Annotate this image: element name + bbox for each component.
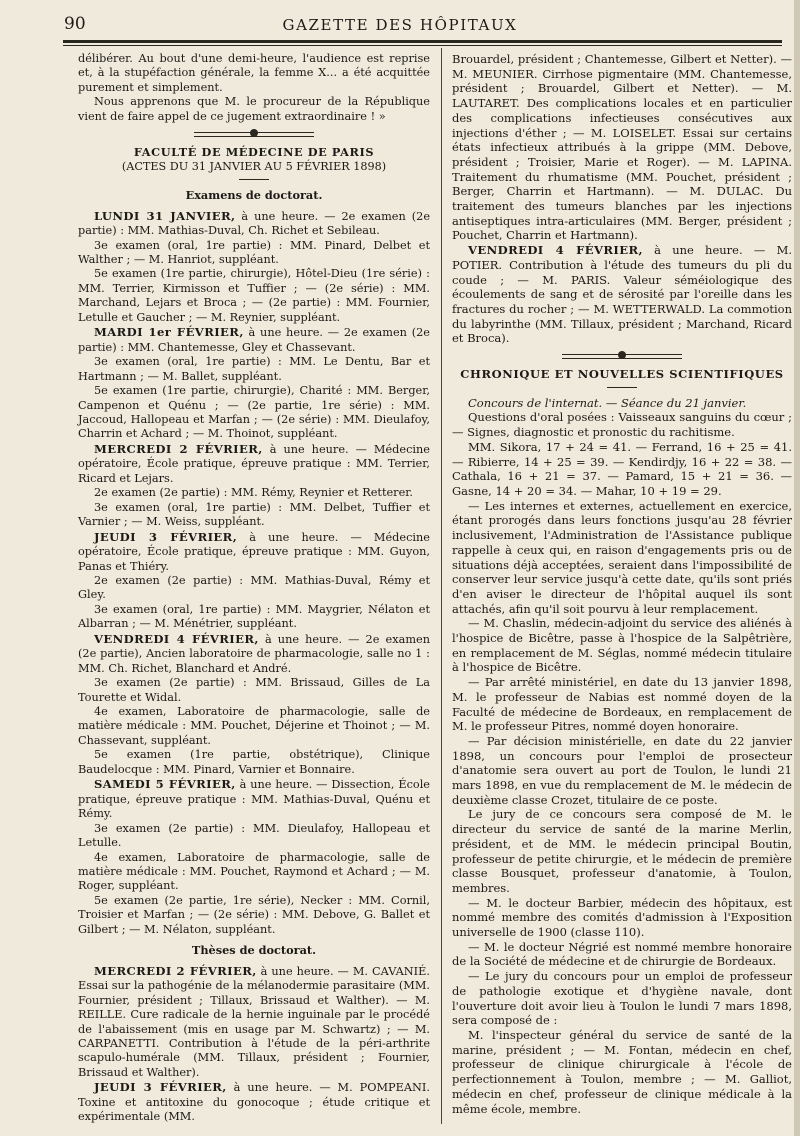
- list-entry: [78, 501, 430, 530]
- entry-text: 3e examen (oral, 1re partie) : MM. Pinard, Delbet et Walther ; — M. Hanriot, suppléant.: [78, 238, 430, 266]
- list-entry: [78, 325, 430, 355]
- chronicle-paragraph: Le jury de ce concours sera composé de M. le directeur du service de santé de la marine Merlin, président, et de MM. le médecin principal Boutin, professeur de petite chirurgie, et le médecin de première classe Bousquet, professeur d'anatomie, à Toulon, membres.: [452, 807, 792, 895]
- chronicle-paragraph: M. l'inspecteur général du service de santé de la marine, président ; — M. Fontan, médecin en chef, professeur de clinique chirurgicale à l'école de perfectionnement à Toulon, membre ; — M. Galliot, médecin en chef, professeur de clinique médicale à la même école, membre.: [452, 1028, 792, 1116]
- chronicle-paragraph: Concours de l'internat. — Séance du 21 janvier.: [468, 395, 747, 410]
- list-entry: [78, 355, 430, 384]
- list-entry: [78, 209, 430, 239]
- chronicle-paragraph: — Les internes et externes, actuellement en exercice, étant prorogés dans leurs fonctions jusqu'au 28 février inclusivement, l'Administration de l'Assistance publique rappelle à ceux qui, en raison d'engagements pris ou de situations déjà acceptées, seraient dans l'impossibilité de conserver leur service jusqu'à cette date, qu'ils sont priés d'en aviser le directeur de l'hôpital auquel ils sont attachés, afin qu'il soit pourvu à leur remplacement.: [452, 498, 792, 616]
- list-entry: [78, 676, 430, 705]
- list-entry: [78, 964, 430, 1081]
- list-entry: [78, 1080, 430, 1124]
- day-label: LUNDI 31 JANVIER,: [94, 208, 236, 223]
- entry-text: 3e examen (oral, 1re partie) : MM. Delbet, Tuffier et Varnier ; — M. Weiss, suppléant.: [78, 500, 430, 529]
- chronicle-paragraph: — M. Chaslin, médecin-adjoint du service des aliénés à l'hospice de Bicêtre, passe à l'hospice de la Salpêtrière, en remplacement de M. Séglas, nommé médecin titulaire à l'hospice de Bicêtre.: [452, 616, 792, 675]
- list-entry: [78, 267, 430, 325]
- right-column: [452, 52, 792, 1116]
- day-label: JEUDI 3 FÉVRIER,: [94, 529, 238, 544]
- day-label: MARDI 1er FÉVRIER,: [94, 325, 244, 340]
- page-edge: [794, 0, 800, 1136]
- entry-text: 3e examen (2e partie) : MM. Dieulafoy, Hallopeau et Letulle.: [78, 821, 430, 850]
- chronicle-paragraph: — M. le docteur Barbier, médecin des hôpitaux, est nommé membre des comités d'admission à l'Exposition universelle de 1900 (classe 110).: [452, 895, 792, 940]
- chronicle-list: [452, 396, 792, 1116]
- entry-text: à une heure. — M. CAVANIÉ. Essai sur la pathogénie de la mélanodermie parasitaire (MM. Fournier, président ; Tillaux, Brissaud et Walther). — M. REILLE. Cure radicale de la hernie inguinale par le procédé de l'abaissement (mis en usage par M. Schwartz) ; — M. CARPANETTI. Contribution à l'étude de la péri-arthrite scapulo-humérale (MM. Tillaux, président ; Fournier, Brissaud et Walther).: [78, 964, 430, 1079]
- chronicle-paragraph: — Par arrêté ministériel, en date du 13 janvier 1898, M. le professeur de Nabias est nommé doyen de la Faculté de médecine de Bordeaux, en remplacement de M. le professeur Pitres, nommé doyen honoraire.: [452, 675, 792, 734]
- entry-text: à une heure. — M. POTIER. Contribution à l'étude des tumeurs du pli du coude ; — M. PARIS. Valeur séméiologique des écoulements de sang et de sérosité par l'oreille dans les fractures du rocher ; — M. WETTERWALD. La commotion du labyrinthe (MM. Tillaux, président ; Marchand, Ricard et Broca).: [452, 243, 792, 346]
- left-column: [78, 52, 430, 1125]
- chronicle-paragraph: — Par décision ministérielle, en date du 22 janvier 1898, un concours pour l'emploi de prosecteur d'anatomie sera ouvert au port de Toulon, le lundi 21 mars 1898, en vue du remplacement de M. le médecin de deuxième classe Crozet, titulaire de ce poste.: [452, 733, 792, 807]
- list-entry: [78, 822, 430, 851]
- short-rule: [607, 387, 637, 388]
- entry-text: à une heure. — Médecine opératoire, École pratique, épreuve pratique : MM. Guyon, Panas et Thiéry.: [78, 530, 430, 573]
- entry-text: 4e examen, Laboratoire de pharmacologie, salle de matière médicale : MM. Pouchet, Déjerine et Thoinot ; — M. Chassevant, suppléant.: [78, 705, 430, 747]
- entry-text: 5e examen (1re partie, obstétrique), Clinique Baudelocque : MM. Pinard, Varnier et Bonnaire.: [78, 748, 430, 776]
- entry-text: 2e examen (2e partie) : MM. Rémy, Reynier et Retterer.: [94, 486, 414, 500]
- intro-paragraph: Nous apprenons que M. le procureur de la République vient de faire appel de ce jugement extraordinaire ! »: [78, 95, 430, 123]
- journal-title: GAZETTE DES HÔPITAUX: [282, 16, 518, 34]
- exams-heading: Examens de doctorat.: [185, 188, 323, 203]
- entry-text: 5e examen (1re partie, chirurgie), Hôtel-Dieu (1re série) : MM. Terrier, Kirmisson et Tuffier ; — (2e série) : MM. Marchand, Lejars et Broca ; — (2e partie) : MM. Fournier, Letulle et Gaucher ; — M. Reynier, suppléant.: [78, 267, 430, 324]
- chronicle-title: CHRONIQUE ET NOUVELLES SCIENTIFIQUES: [460, 367, 784, 382]
- section-ornament: [194, 132, 314, 137]
- chronicle-paragraph: — M. le docteur Négrié est nommé membre honoraire de la Société de médecine et de chirurgie de Bordeaux.: [452, 939, 792, 969]
- day-label: JEUDI 3 FÉVRIER,: [94, 1080, 227, 1095]
- list-entry: [78, 486, 430, 500]
- day-label: VENDREDI 4 FÉVRIER,: [94, 631, 259, 646]
- list-entry: [78, 748, 430, 777]
- intro-paragraph: délibérer. Au bout d'une demi-heure, l'audience est reprise et, à la stupéfaction générale, la femme X... a été acquittée purement et simplement.: [78, 52, 430, 94]
- entry-text: 4e examen, Laboratoire de pharmacologie, salle de matière médicale : MM. Pouchet, Raymond et Achard ; — M. Roger, suppléant.: [78, 850, 430, 893]
- faculty-title: FACULTÉ DE MÉDECINE DE PARIS: [133, 145, 375, 160]
- chronicle-paragraph: Questions d'oral posées : Vaisseaux sanguins du cœur ; — Signes, diagnostic et pronostic du rachitisme.: [452, 410, 792, 440]
- entry-text: 5e examen (1re partie, chirurgie), Charité : MM. Berger, Campenon et Quénu ; — (2e partie, 1re série) : MM. Jaccoud, Hallopeau et Marfan ; — (2e série) : MM. Dieulafoy, Charrin et Achard ; — M. Thoinot, suppléant.: [78, 384, 430, 441]
- section-ornament: [562, 354, 682, 359]
- header-rule-thick: [63, 40, 782, 43]
- list-entry: [78, 632, 430, 676]
- day-label: MERCREDI 2 FÉVRIER,: [94, 963, 257, 978]
- list-entry: [78, 851, 430, 894]
- chronicle-paragraph: MM. Sikora, 17 + 24 = 41. — Ferrand, 16 + 25 = 41. — Ribierre, 14 + 25 = 39. — Kendirdjy, 16 + 22 = 38. — Cathala, 16 + 21 = 37. — Pamard, 15 + 21 = 36. — Gasne, 14 + 20 = 34. — Mahar, 10 + 19 = 29.: [452, 439, 792, 498]
- list-entry: [78, 442, 430, 486]
- entry-text: à une heure. — M. POMPEANI. Toxine et antitoxine du gonocoque ; étude critique et expérimentale (MM.: [78, 1081, 430, 1124]
- list-entry: [78, 384, 430, 442]
- list-entry: [78, 777, 430, 821]
- list-entry: [78, 530, 430, 574]
- list-entry: [78, 574, 430, 603]
- entry-text: à une heure. — Médecine opératoire, École pratique, épreuve pratique : MM. Terrier, Ricard et Lejars.: [78, 442, 430, 485]
- exam-list: [78, 209, 430, 938]
- friday-theses: [452, 243, 792, 346]
- page-number: 90: [64, 14, 86, 34]
- theses-list: [78, 964, 430, 1125]
- day-label: MERCREDI 2 FÉVRIER,: [94, 441, 263, 456]
- entry-text: 3e examen (oral, 1re partie) : MM. Maygrier, Nélaton et Albarran ; — M. Ménétrier, suppléant.: [78, 602, 430, 631]
- chronicle-paragraph: — Le jury du concours pour un emploi de professeur de pathologie exotique et d'hygiène navale, dont l'ouverture doit avoir lieu à Toulon le lundi 7 mars 1898, sera composé de :: [452, 969, 792, 1028]
- header-rule-thin: [63, 45, 782, 46]
- column-separator: [441, 48, 442, 1124]
- entry-text: à une heure. — 2e examen (2e partie), Ancien laboratoire de pharmacologie, salle no 1 : MM. Ch. Richet, Blanchard et André.: [78, 632, 430, 675]
- entry-text: à une heure. — 2e examen (2e partie) : MM. Chantemesse, Gley et Chassevant.: [78, 326, 430, 354]
- short-rule: [239, 179, 269, 180]
- entry-text: à une heure. — Dissection, École pratique, épreuve pratique : MM. Mathias-Duval, Quénu et Rémy.: [78, 778, 430, 821]
- day-label: SAMEDI 5 FÉVRIER,: [94, 777, 236, 792]
- day-label: VENDREDI 4 FÉVRIER,: [468, 243, 643, 258]
- faculty-subtitle: (ACTES DU 31 JANVIER AU 5 FÉVRIER 1898): [121, 159, 387, 173]
- list-entry: [78, 239, 430, 268]
- entry-text: 5e examen (2e partie, 1re série), Necker : MM. Cornil, Troisier et Marfan ; — (2e série) : MM. Debove, G. Ballet et Gilbert ; — M. Nélaton, suppléant.: [78, 893, 430, 936]
- theses-heading: Thèses de doctorat.: [191, 943, 317, 958]
- entry-text: 2e examen (2e partie) : MM. Mathias-Duval, Rémy et Gley.: [78, 573, 430, 602]
- list-entry: [78, 603, 430, 632]
- entry-text: 3e examen (2e partie) : MM. Brissaud, Gilles de La Tourette et Widal.: [78, 676, 430, 704]
- theses-continuation: Brouardel, président ; Chantemesse, Gilbert et Netter). — M. MEUNIER. Cirrhose pigmentaire (MM. Chantemesse, président ; Brouardel, Gilbert et Netter). — M. LAUTARET. Des complications locales et en particulier des complications infectieuses consécutives aux injections d'éther ; — M. LOISELET. Essai sur certains états infectieux attribués à la grippe (MM. Debove, président ; Troisier, Marie et Roger). — M. LAPINA. Traitement du rhumatisme (MM. Pouchet, président ; Berger, Charrin et Hartmann). — M. DULAC. Du traitement des tumeurs blanches par les injections antiseptiques intra-articulaires (MM. Berger, président ; Pouchet, Charrin et Hartmann).: [452, 52, 792, 243]
- list-entry: [78, 894, 430, 937]
- entry-text: 3e examen (oral, 1re partie) : MM. Le Dentu, Bar et Hartmann ; — M. Ballet, suppléant.: [78, 355, 430, 383]
- list-entry: [78, 705, 430, 748]
- entry-text: à une heure. — 2e examen (2e partie) : MM. Mathias-Duval, Ch. Richet et Sebileau.: [78, 209, 431, 238]
